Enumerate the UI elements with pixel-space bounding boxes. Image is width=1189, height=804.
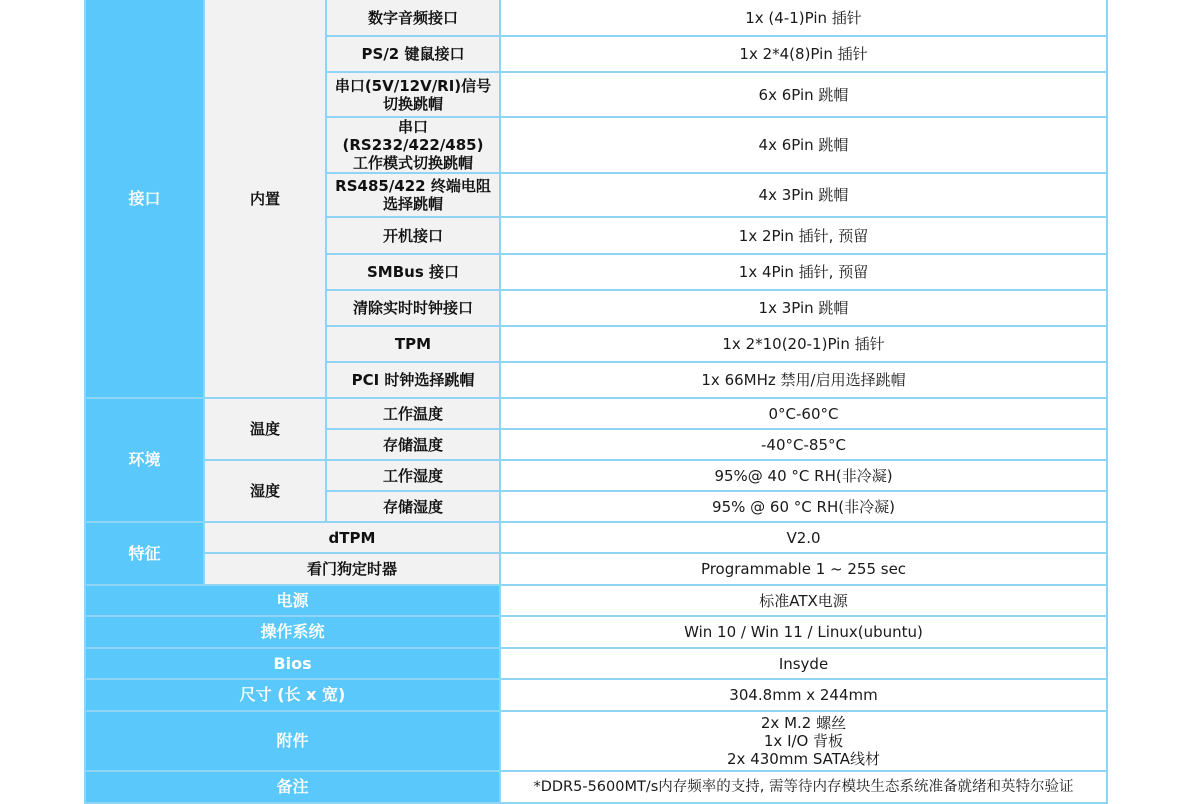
spec-value-remarks: *DDR5-5600MT/s内存频率的支持, 需等待内存模块生态系统准备就绪和英特尔验证 (500, 771, 1107, 803)
spec-label (326, 117, 500, 173)
spec-value: 1x 4Pin 插针, 预留 (500, 254, 1107, 290)
spec-value: 1x 2*10(20-1)Pin 插针 (500, 326, 1107, 362)
spec-label-power: 电源 (85, 585, 500, 616)
spec-value: 304.8mm x 244mm (500, 679, 1107, 711)
spec-label-line: RS485/422 终端电阻 (335, 177, 491, 195)
spec-value: 1x 66MHz 禁用/启用选择跳帽 (500, 362, 1107, 398)
spec-value: 标准ATX电源 (500, 585, 1107, 616)
spec-row (85, 648, 1107, 679)
spec-label-os: 操作系统 (85, 616, 500, 648)
spec-value: 1x 2*4(8)Pin 插针 (500, 36, 1107, 72)
spec-row (85, 616, 1107, 648)
spec-value: V2.0 (500, 522, 1107, 553)
group-builtin: 内置 (204, 0, 326, 398)
spec-label-line: 选择跳帽 (382, 195, 443, 213)
spec-label-accessories: 附件 (85, 711, 500, 771)
spec-row (85, 398, 1107, 429)
spec-label (326, 72, 500, 117)
spec-label-bios: Bios (85, 648, 500, 679)
spec-value: Insyde (500, 648, 1107, 679)
spec-label-line: 切换跳帽 (382, 94, 443, 113)
spec-value-accessories (500, 711, 1107, 771)
spec-value: 1x (4-1)Pin 插针 (500, 0, 1107, 36)
group-temperature: 温度 (204, 398, 326, 460)
spec-label: 开机接口 (326, 217, 500, 254)
spec-row (85, 711, 1107, 771)
spec-value: -40°C-85°C (500, 429, 1107, 460)
spec-label: dTPM (204, 522, 500, 553)
spec-label: PCI 时钟选择跳帽 (326, 362, 500, 398)
spec-label: TPM (326, 326, 500, 362)
spec-value: 6x 6Pin 跳帽 (500, 72, 1107, 117)
group-features: 特征 (85, 522, 204, 585)
spec-row (85, 0, 1107, 36)
spec-label: 存储温度 (326, 429, 500, 460)
spec-label: 工作湿度 (326, 460, 500, 491)
spec-label: 数字音频接口 (326, 0, 500, 36)
spec-value: Programmable 1 ~ 255 sec (500, 553, 1107, 585)
spec-value: 0°C-60°C (500, 398, 1107, 429)
spec-row (85, 553, 1107, 585)
spec-value: 1x 3Pin 跳帽 (500, 290, 1107, 326)
accessory-item: 2x 430mm SATA线材 (727, 750, 880, 768)
spec-row (85, 522, 1107, 553)
group-environment: 环境 (85, 398, 204, 522)
spec-value: 95% @ 60 °C RH(非冷凝) (500, 491, 1107, 522)
spec-row (85, 460, 1107, 491)
spec-row (85, 585, 1107, 616)
spec-value: 4x 6Pin 跳帽 (500, 117, 1107, 173)
spec-row (85, 771, 1107, 803)
spec-value: 1x 2Pin 插针, 预留 (500, 217, 1107, 254)
spec-label: 存储湿度 (326, 491, 500, 522)
spec-row (85, 679, 1107, 711)
spec-label (326, 173, 500, 217)
group-interface: 接口 (85, 0, 204, 398)
spec-label-remarks: 备注 (85, 771, 500, 803)
spec-label: 清除实时时钟接口 (326, 290, 500, 326)
spec-value: 4x 3Pin 跳帽 (500, 173, 1107, 217)
spec-label: PS/2 键鼠接口 (326, 36, 500, 72)
spec-label: 工作温度 (326, 398, 500, 429)
group-humidity: 湿度 (204, 460, 326, 522)
spec-label-line: 串口(5V/12V/RI)信号 (334, 76, 492, 95)
spec-label: SMBus 接口 (326, 254, 500, 290)
spec-value: Win 10 / Win 11 / Linux(ubuntu) (500, 616, 1107, 648)
spec-value: 95%@ 40 °C RH(非冷凝) (500, 460, 1107, 491)
accessory-item: 1x I/O 背板 (763, 732, 844, 750)
accessory-item: 2x M.2 螺丝 (760, 714, 847, 732)
spec-label-dimensions: 尺寸 (长 x 宽) (85, 679, 500, 711)
spec-table (84, 0, 1108, 804)
spec-label: 看门狗定时器 (204, 553, 500, 585)
spec-label-line: 工作模式切换跳帽 (352, 154, 473, 172)
spec-label-line: 串口(RS232/422/485) (342, 118, 484, 154)
